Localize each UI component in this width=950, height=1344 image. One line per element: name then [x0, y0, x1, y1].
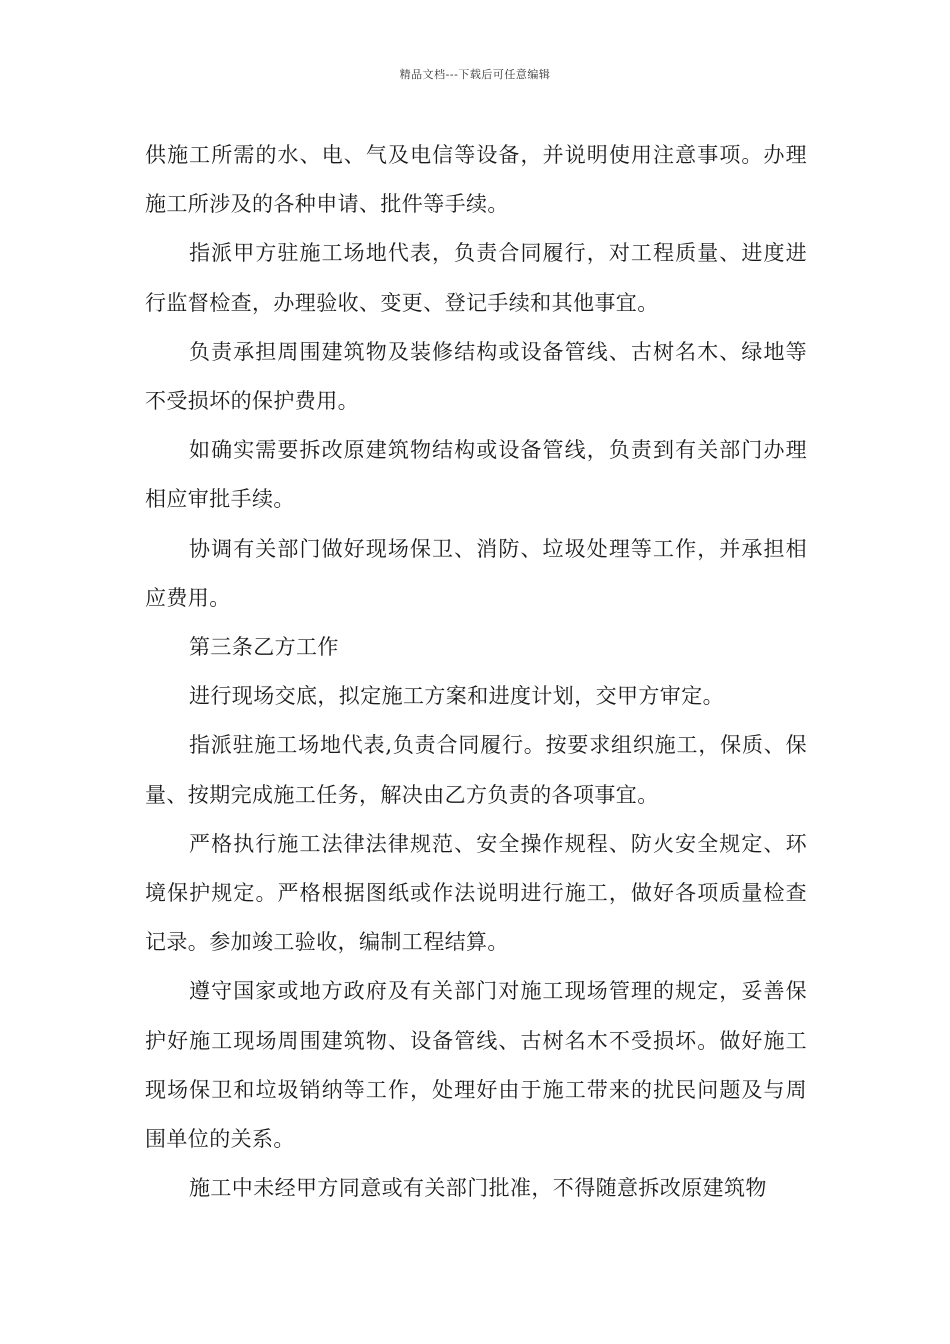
section-heading: 第三条乙方工作 [189, 635, 339, 660]
paragraph: 进行现场交底，拟定施工方案和进度计划，交甲方审定。 [189, 684, 724, 709]
paragraph: 供施工所需的水、电、气及电信等设备，并说明使用注意事项。办理施工所涉及的各种申请、批件等手续。 [145, 143, 807, 217]
paragraph: 如确实需要拆改原建筑物结构或设备管线，负责到有关部门办理相应审批手续。 [145, 438, 807, 512]
paragraph: 协调有关部门做好现场保卫、消防、垃圾处理等工作，并承担相应费用。 [145, 536, 807, 610]
page-header: 精品文档---下载后可任意编辑 [399, 68, 551, 81]
paragraph: 负责承担周围建筑物及装修结构或设备管线、古树名木、绿地等不受损坏的保护费用。 [145, 339, 807, 414]
paragraph: 遵守国家或地方政府及有关部门对施工现场管理的规定，妥善保护好施工现场周围建筑物、设备管线、古树名木不受损坏。做好施工现场保卫和垃圾销纳等工作，处理好由于施工带来的扰民问题及与周围单位的关系。 [145, 979, 807, 1152]
paragraph: 施工中未经甲方同意或有关部门批准，不得随意拆改原建筑物 [189, 1176, 767, 1201]
paragraph: 严格执行施工法律法律规范、安全操作规程、防火安全规定、环境保护规定。严格根据图纸或作法说明进行施工，做好各项质量检查记录。参加竣工验收，编制工程结算。 [145, 831, 807, 955]
paragraph: 指派驻施工场地代表,负责合同履行。按要求组织施工，保质、保量、按期完成施工任务，解决由乙方负责的各项事宜。 [145, 733, 807, 807]
document-body [145, 131, 807, 1213]
paragraph: 指派甲方驻施工场地代表，负责合同履行，对工程质量、进度进行监督检查，办理验收、变更、登记手续和其他事宜。 [145, 241, 807, 315]
